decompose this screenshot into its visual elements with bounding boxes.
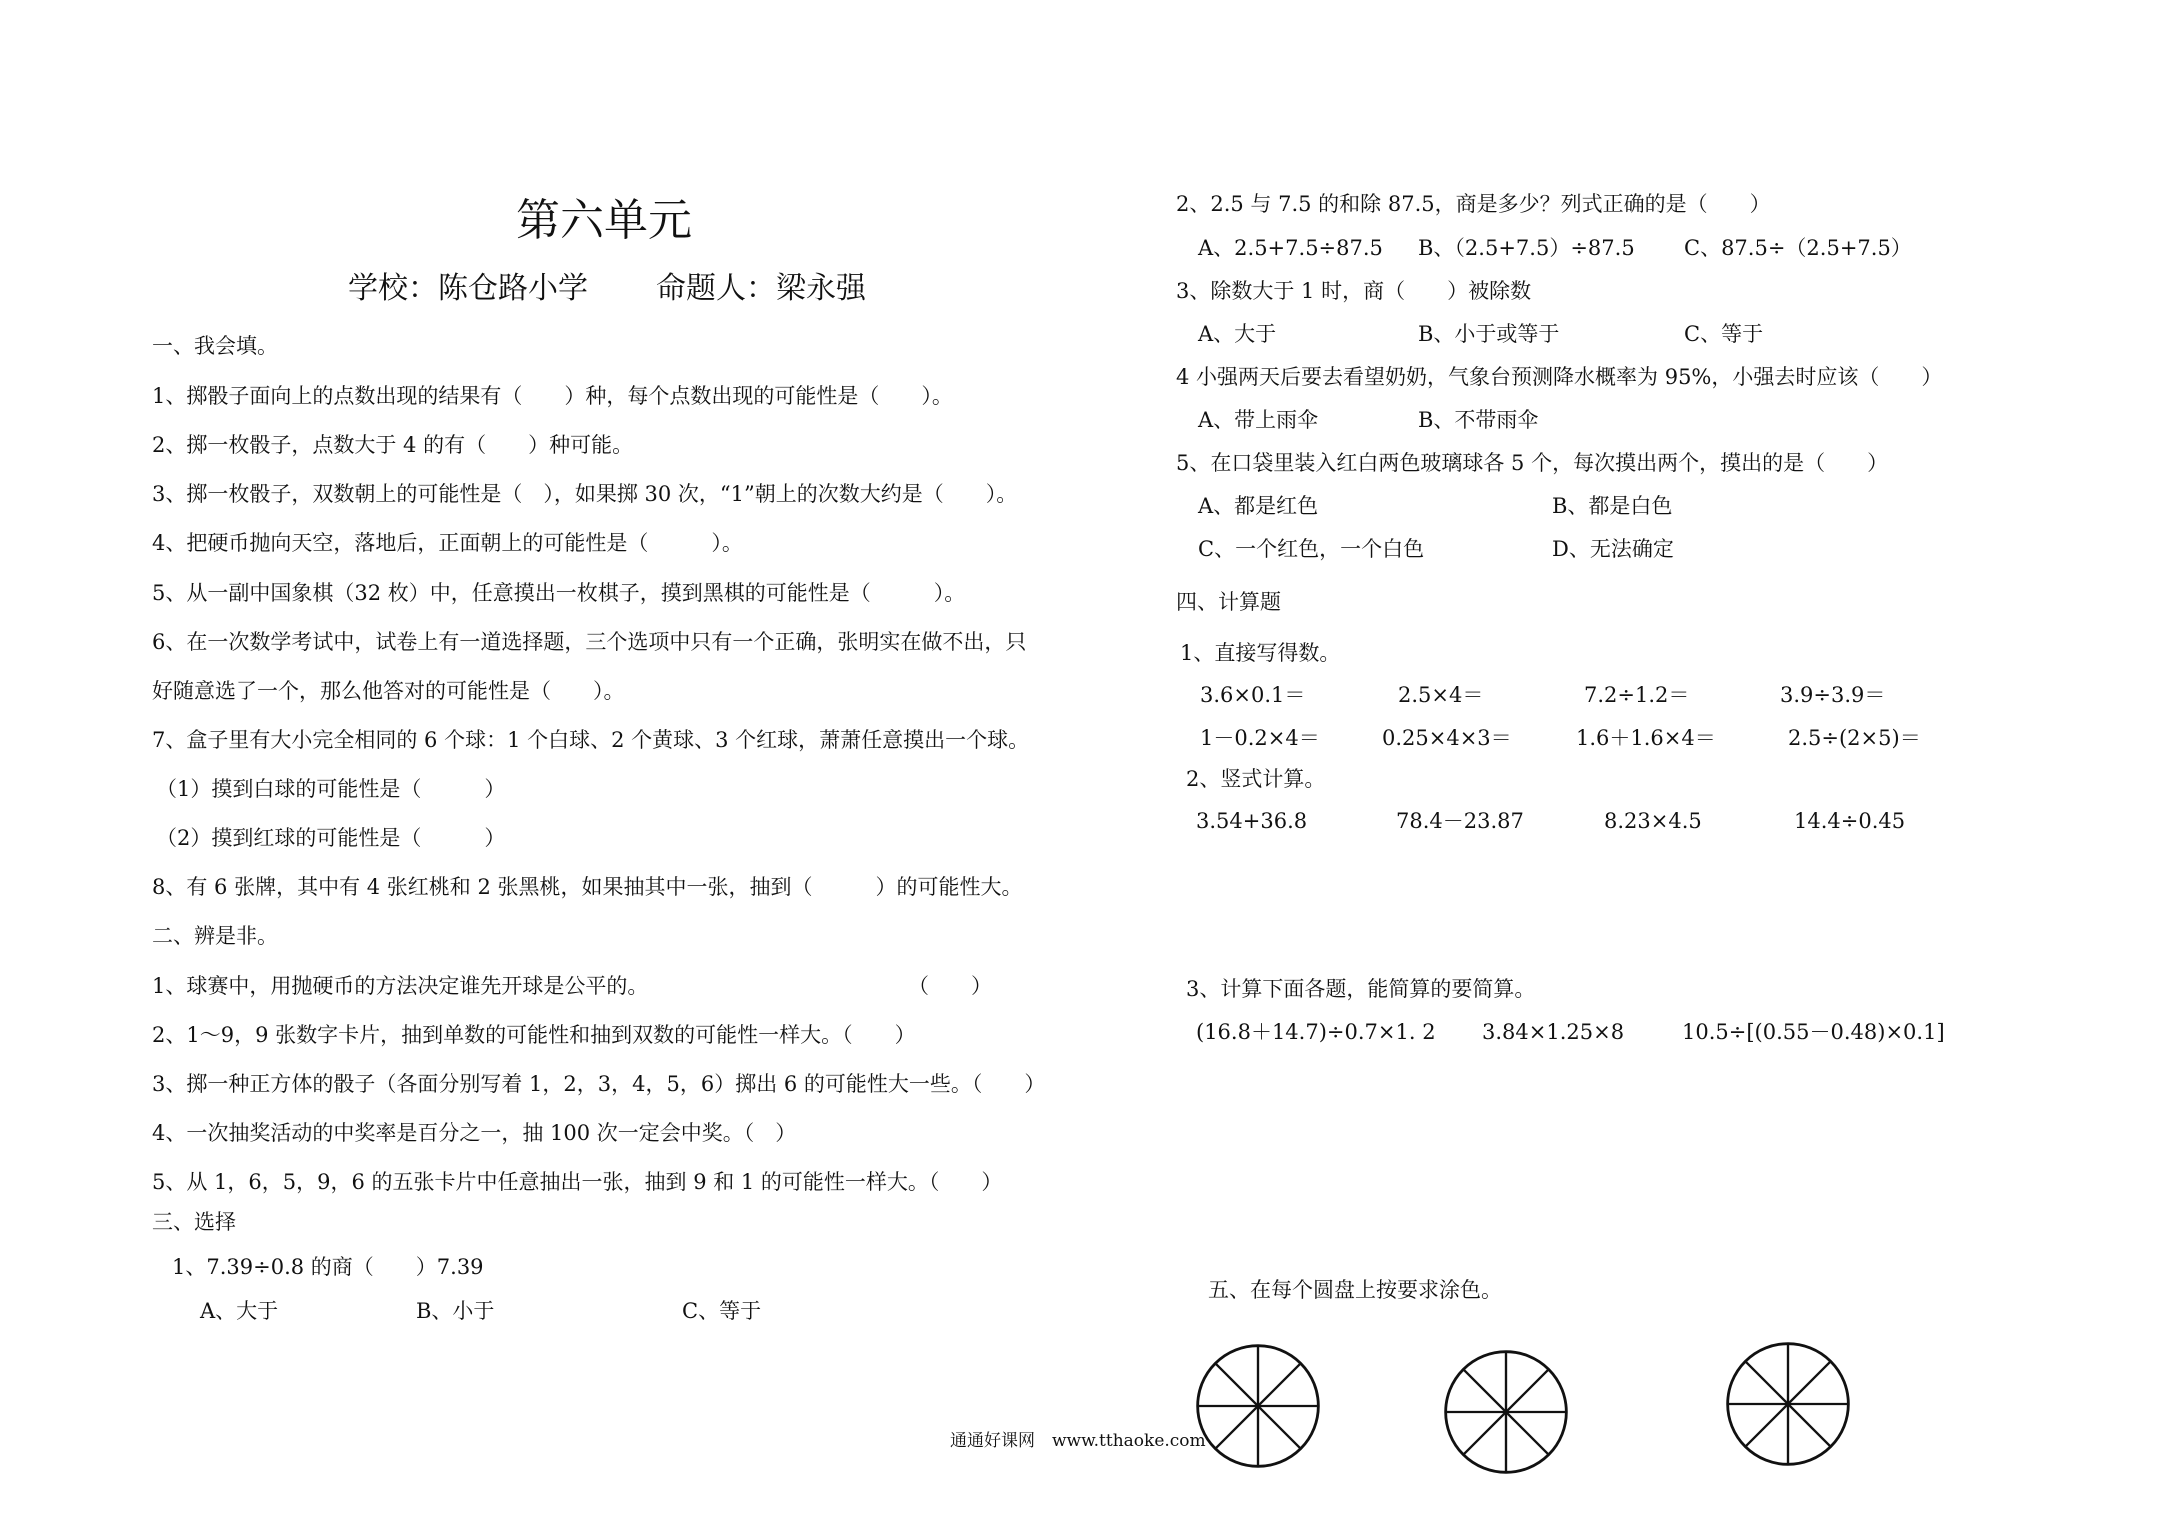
section1-q7: 7、盒子里有大小完全相同的 6 个球：1 个白球、2 个黄球、3 个红球，萧萧任意摸出一个球。 bbox=[152, 728, 1030, 752]
author-label: 命题人：梁永强 bbox=[656, 271, 866, 306]
section1-q4: 4、把硬币抛向天空，落地后，正面朝上的可能性是（ ）。 bbox=[152, 531, 743, 555]
section2-q5: 5、从 1，6，5，9，6 的五张卡片中任意抽出一张，抽到 9 和 1 的可能性一样大。（ ） bbox=[152, 1170, 1003, 1194]
section3-q1-option-c: C、等于 bbox=[682, 1299, 762, 1323]
section1-q3: 3、掷一枚骰子，双数朝上的可能性是（ ），如果掷 30 次，“1”朝上的次数大约是（ ）。 bbox=[152, 482, 1018, 506]
section4-part1-heading: 1、直接写得数。 bbox=[1180, 641, 1341, 665]
section3-q3-option-a: A、大于 bbox=[1198, 322, 1277, 346]
section1-heading: 一、我会填。 bbox=[152, 334, 278, 358]
section3-q3-option-b: B、小于或等于 bbox=[1418, 322, 1560, 346]
section2-q1: 1、球赛中，用抛硬币的方法决定谁先开球是公平的。 bbox=[152, 974, 649, 998]
section3-q4-option-a: A、带上雨伞 bbox=[1198, 408, 1319, 432]
calc-item: 7.2÷1.2＝ bbox=[1584, 683, 1690, 707]
simplify-calc-item: 3.84×1.25×8 bbox=[1482, 1020, 1625, 1044]
section3-q1-option-a: A、大于 bbox=[200, 1299, 279, 1323]
section4-heading: 四、计算题 bbox=[1176, 590, 1281, 614]
section2-q2: 2、1～9，9 张数字卡片，抽到单数的可能性和抽到双数的可能性一样大。（ ） bbox=[152, 1023, 916, 1047]
vertical-calc-item: 14.4÷0.45 bbox=[1794, 809, 1906, 833]
calc-item: 0.25×4×3＝ bbox=[1382, 726, 1512, 750]
school-label: 学校：陈仓路小学 bbox=[348, 271, 588, 306]
section1-q6-line1: 6、在一次数学考试中，试卷上有一道选择题，三个选项中只有一个正确，张明实在做不出，只 bbox=[152, 630, 1027, 654]
calc-item: 3.6×0.1＝ bbox=[1200, 683, 1306, 707]
color-disk bbox=[1192, 1340, 1324, 1472]
section1-q6-line2: 好随意选了一个，那么他答对的可能性是（ ）。 bbox=[152, 679, 625, 703]
section1-q7-part2: （2）摸到红球的可能性是（ ） bbox=[156, 826, 506, 850]
section3-q2: 2、2.5 与 7.5 的和除 87.5，商是多少？列式正确的是（ ） bbox=[1176, 192, 1771, 216]
simplify-calc-item: (16.8＋14.7)÷0.7×1. 2 bbox=[1196, 1020, 1436, 1044]
color-disk bbox=[1440, 1346, 1572, 1478]
section2-q1-mark: （ ） bbox=[908, 974, 992, 998]
section3-q2-option-c: C、87.5÷（2.5+7.5） bbox=[1684, 236, 1912, 260]
section3-q4: 4 小强两天后要去看望奶奶，气象台预测降水概率为 95%，小强去时应该（ ） bbox=[1176, 365, 1943, 389]
section3-q1: 1、7.39÷0.8 的商（ ）7.39 bbox=[172, 1255, 484, 1279]
vertical-calc-item: 8.23×4.5 bbox=[1604, 809, 1702, 833]
calc-item: 1.6＋1.6×4＝ bbox=[1576, 726, 1716, 750]
section3-q2-option-a: A、2.5+7.5÷87.5 bbox=[1198, 236, 1383, 260]
section3-q5-option-b: B、都是白色 bbox=[1552, 494, 1673, 518]
section3-heading: 三、选择 bbox=[152, 1210, 236, 1234]
section2-q3: 3、掷一种正方体的骰子（各面分别写着 1，2，3，4，5，6）掷出 6 的可能性大一些。（ ） bbox=[152, 1072, 1046, 1096]
section2-heading: 二、辨是非。 bbox=[152, 924, 278, 948]
calc-item: 2.5×4＝ bbox=[1398, 683, 1484, 707]
section3-q5-option-a: A、都是红色 bbox=[1198, 494, 1319, 518]
calc-item: 3.9÷3.9＝ bbox=[1780, 683, 1886, 707]
section4-part2-heading: 2、竖式计算。 bbox=[1186, 767, 1326, 791]
section4-part3-heading: 3、计算下面各题，能简算的要简算。 bbox=[1186, 977, 1536, 1001]
section3-q4-option-b: B、不带雨伞 bbox=[1418, 408, 1539, 432]
section3-q5-option-d: D、无法确定 bbox=[1552, 537, 1674, 561]
section3-q2-option-b: B、（2.5+7.5）÷87.5 bbox=[1418, 236, 1635, 260]
vertical-calc-item: 3.54+36.8 bbox=[1196, 809, 1308, 833]
section3-q5: 5、在口袋里装入红白两色玻璃球各 5 个，每次摸出两个，摸出的是（ ） bbox=[1176, 451, 1889, 475]
section1-q8: 8、有 6 张牌，其中有 4 张红桃和 2 张黑桃，如果抽其中一张，抽到（ ）的可能性大。 bbox=[152, 875, 1023, 899]
section1-q1: 1、掷骰子面向上的点数出现的结果有（ ）种，每个点数出现的可能性是（ ）。 bbox=[152, 384, 953, 408]
vertical-calc-item: 78.4－23.87 bbox=[1396, 809, 1524, 833]
simplify-calc-item: 10.5÷[(0.55－0.48)×0.1] bbox=[1682, 1020, 1945, 1044]
page-title: 第六单元 bbox=[516, 195, 692, 246]
footer-site: 通通好课网 www.tthaoke.com bbox=[950, 1431, 1206, 1451]
section3-q1-option-b: B、小于 bbox=[416, 1299, 495, 1323]
section2-q4: 4、一次抽奖活动的中奖率是百分之一，抽 100 次一定会中奖。（ ） bbox=[152, 1121, 797, 1145]
section3-q5-option-c: C、一个红色，一个白色 bbox=[1198, 537, 1425, 561]
calc-item: 1－0.2×4＝ bbox=[1200, 726, 1320, 750]
section3-q3: 3、除数大于 1 时，商（ ）被除数 bbox=[1176, 279, 1532, 303]
section5-heading: 五、在每个圆盘上按要求涂色。 bbox=[1208, 1278, 1502, 1302]
color-disk bbox=[1722, 1338, 1854, 1470]
section1-q5: 5、从一副中国象棋（32 枚）中，任意摸出一枚棋子，摸到黑棋的可能性是（ ）。 bbox=[152, 581, 966, 605]
calc-item: 2.5÷(2×5)＝ bbox=[1788, 726, 1921, 750]
section3-q3-option-c: C、等于 bbox=[1684, 322, 1764, 346]
section1-q2: 2、掷一枚骰子，点数大于 4 的有（ ）种可能。 bbox=[152, 433, 634, 457]
section1-q7-part1: （1）摸到白球的可能性是（ ） bbox=[156, 777, 506, 801]
